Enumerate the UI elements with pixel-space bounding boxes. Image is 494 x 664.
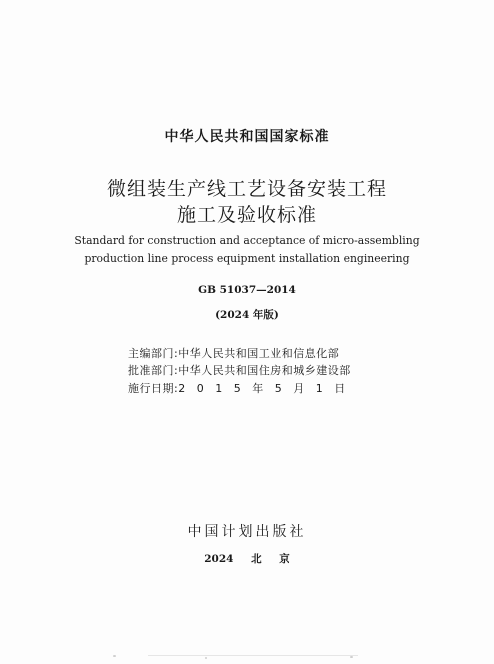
standard-number: GB 51037—2014: [198, 284, 296, 296]
national-standard-header: 中华人民共和国国家标准: [164, 129, 330, 145]
print-speck: [113, 655, 116, 657]
english-title-line-2: production line process equipment installation engineering: [84, 252, 410, 265]
publisher-name: 中国计划出版社: [187, 524, 307, 540]
effective-date-line: [128, 380, 357, 396]
print-speck: [350, 656, 353, 658]
chief-editor-line: 主编部门:中华人民共和国工业和信息化部: [128, 347, 340, 360]
english-title-line-1: Standard for construction and acceptance of micro-assembling: [74, 234, 420, 247]
edition-label: (2024 年版): [215, 309, 279, 321]
bottom-edge-shadow: [148, 655, 358, 656]
publication-year-place: 2024 北 京: [204, 553, 290, 565]
approver-line: 批准部门:中华人民共和国住房和城乡建设部: [128, 364, 351, 377]
chinese-title-line-2: 施工及验收标准: [176, 204, 317, 226]
effective-date-value: 2015年5月1日: [178, 382, 357, 395]
effective-date-label: 施行日期:: [128, 382, 179, 395]
print-speck: [205, 657, 207, 659]
chinese-title-line-1: 微组装生产线工艺设备安装工程: [106, 178, 387, 200]
